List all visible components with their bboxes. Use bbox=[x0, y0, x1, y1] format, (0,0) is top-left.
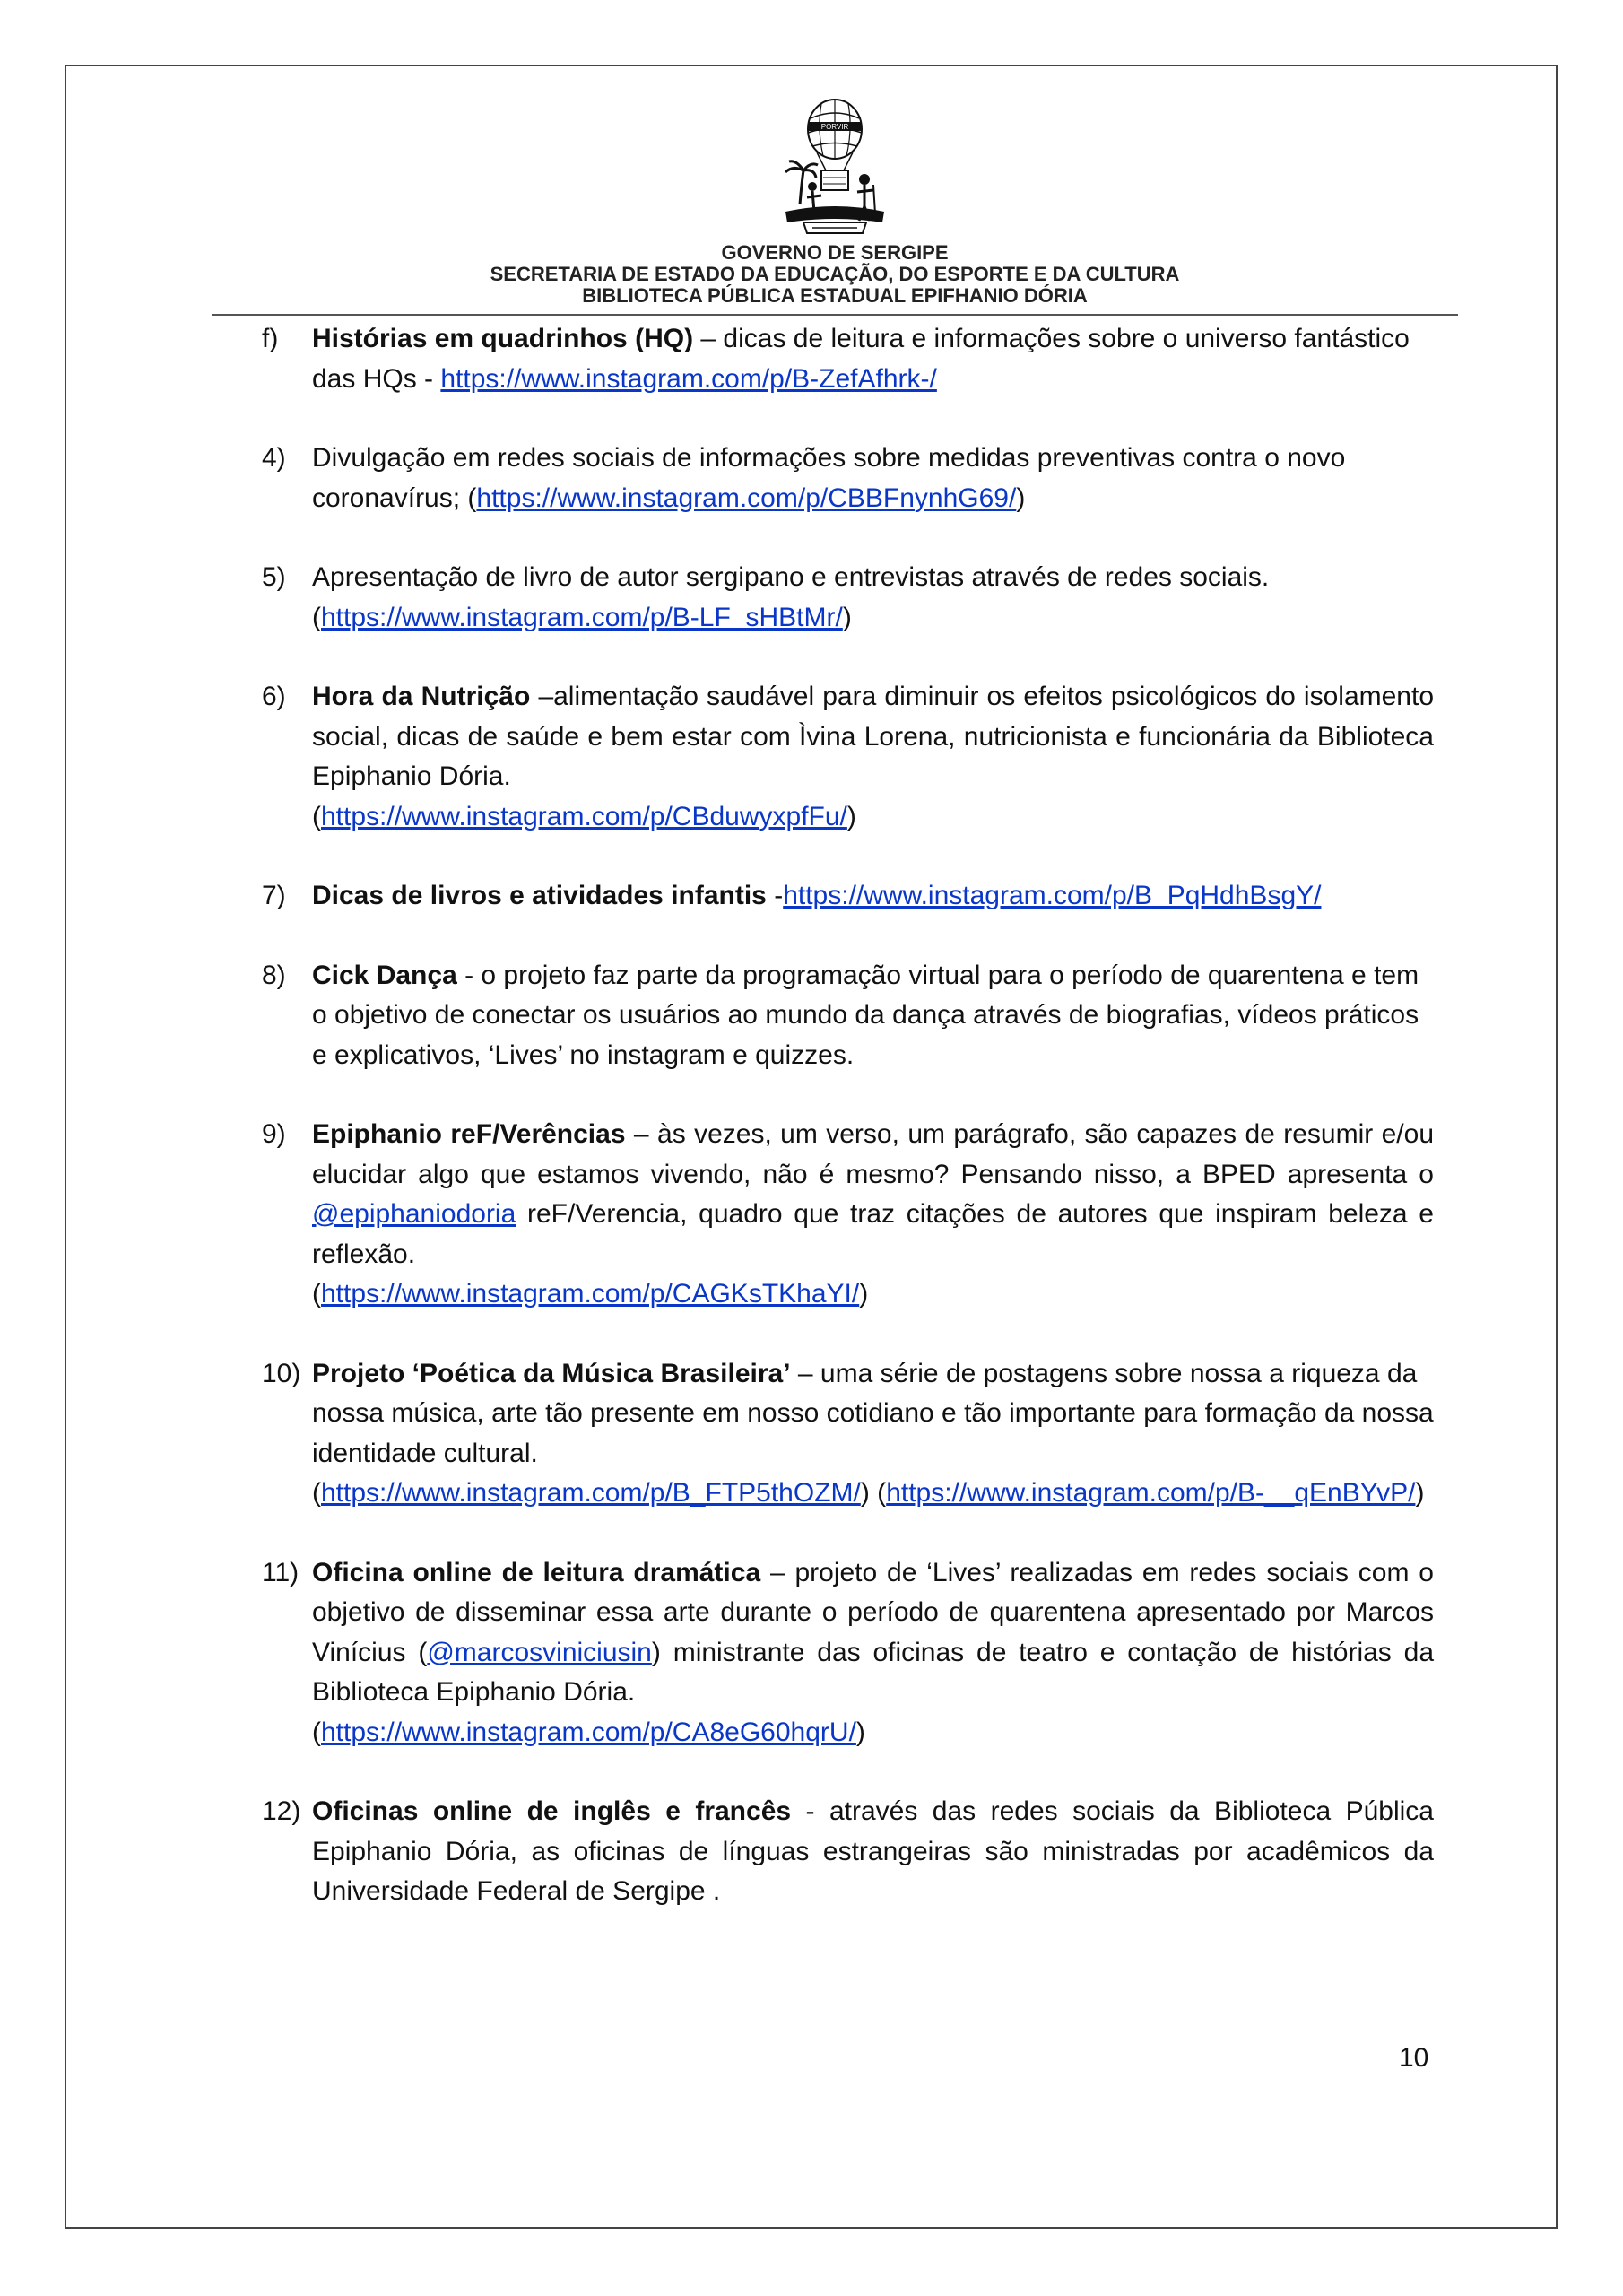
list-item bbox=[262, 956, 1434, 1076]
item-title: Projeto ‘Poética da Música Brasileira’ bbox=[312, 1358, 791, 1388]
item-text: – uma série de postagens sobre nossa a riqueza da nossa música, arte tão presente em nosso cotidiano e tão importante para formação da nossa identidade cultural. bbox=[312, 1358, 1434, 1468]
instagram-link[interactable]: https://www.instagram.com/p/B-LF_sHBtMr/ bbox=[321, 602, 843, 632]
item-prefix: ( bbox=[312, 602, 321, 632]
list-item bbox=[262, 1115, 1434, 1315]
list-item bbox=[262, 677, 1434, 837]
instagram-link[interactable]: https://www.instagram.com/p/CA8eG60hqrU/ bbox=[321, 1717, 856, 1747]
item-text: - bbox=[766, 881, 784, 910]
item-text: - o projeto faz parte da programação virtual para o período de quarentena e tem o objetivo de conectar os usuários ao mundo da dança através de biografias, vídeos práticos e explicativos, ‘Lives’ no instagram e quizzes. bbox=[312, 960, 1419, 1070]
sergipe-coat-of-arms-icon bbox=[777, 97, 893, 239]
instagram-link[interactable]: https://www.instagram.com/p/CBduwyxpfFu/ bbox=[321, 801, 847, 831]
header-library: BIBLIOTECA PÚBLICA ESTADUAL EPIFHANIO DÓRIA bbox=[582, 284, 1088, 307]
header-divider bbox=[212, 314, 1458, 316]
item-number: 5) bbox=[262, 562, 286, 592]
item-text: Divulgação em redes sociais de informações sobre medidas preventivas contra o novo coronavírus; ( bbox=[312, 443, 1346, 513]
item-number: 10) bbox=[262, 1358, 301, 1388]
list-item bbox=[262, 1553, 1434, 1753]
item-prefix: ( bbox=[312, 801, 321, 831]
item-separator: ) ( bbox=[860, 1478, 887, 1508]
page-number: 10 bbox=[1399, 2043, 1429, 2073]
item-text: – dicas de leitura e informações sobre o universo fantástico das HQs - bbox=[312, 324, 1410, 394]
mention-link[interactable]: @epiphaniodoria bbox=[312, 1199, 516, 1229]
item-text-continued: ) ministrante das oficinas de teatro e contação de histórias da Biblioteca Epiphanio Dória. bbox=[312, 1637, 1435, 1707]
item-prefix: ( bbox=[312, 1279, 321, 1309]
item-number: 12) bbox=[262, 1796, 301, 1826]
svg-text:PORVIR: PORVIR bbox=[820, 123, 849, 131]
list-item bbox=[262, 439, 1434, 518]
instagram-link[interactable]: https://www.instagram.com/p/B-ZefAfhrk-/ bbox=[440, 363, 937, 394]
item-text: – às vezes, um verso, um parágrafo, são capazes de resumir e/ou elucidar algo que estamos vivendo, não é mesmo? Pensando nisso, a BPED apresenta o bbox=[312, 1119, 1435, 1189]
item-suffix: ) bbox=[855, 1717, 865, 1747]
instagram-link-2[interactable]: https://www.instagram.com/p/B-__qEnBYvP/ bbox=[886, 1478, 1416, 1508]
item-suffix: ) bbox=[1415, 1478, 1425, 1508]
item-number: 11) bbox=[262, 1557, 299, 1587]
header-government: GOVERNO DE SERGIPE bbox=[721, 241, 949, 264]
item-text: –alimentação saudável para diminuir os efeitos psicológicos do isolamento social, dicas de saúde e bem estar com Ìvina Lorena, nutricionista e funcionária da Biblioteca Epiphanio Dória. bbox=[312, 682, 1435, 791]
instagram-link[interactable]: https://www.instagram.com/p/B_PqHdhBsgY/ bbox=[783, 881, 1322, 910]
list-item bbox=[262, 876, 1434, 917]
item-text: - através das redes sociais da Biblioteca Pública Epiphanio Dória, as oficinas de línguas estrangeiras são ministradas por acadêmicos da Universidade Federal de Sergipe . bbox=[312, 1796, 1434, 1906]
item-suffix: ) bbox=[859, 1279, 869, 1309]
instagram-link[interactable]: https://www.instagram.com/p/CAGKsTKhaYI/ bbox=[321, 1279, 860, 1309]
item-number: 9) bbox=[262, 1119, 286, 1149]
item-suffix: ) bbox=[846, 801, 856, 831]
item-number: 8) bbox=[262, 960, 286, 990]
item-suffix: ) bbox=[1016, 483, 1026, 513]
item-title: Epiphanio reF/Verências bbox=[312, 1119, 626, 1149]
item-prefix: ( bbox=[312, 1717, 321, 1747]
list-item bbox=[262, 1792, 1434, 1912]
item-prefix: ( bbox=[312, 1478, 321, 1508]
item-text-continued: reF/Verencia, quadro que traz citações de autores que inspiram beleza e reflexão. bbox=[312, 1199, 1434, 1269]
mention-link[interactable]: @marcosviniciusin bbox=[427, 1637, 652, 1667]
item-title: Histórias em quadrinhos (HQ) bbox=[312, 324, 694, 353]
list-item bbox=[262, 1354, 1434, 1514]
list-item bbox=[262, 319, 1434, 399]
item-number: f) bbox=[262, 324, 279, 353]
item-title: Hora da Nutrição bbox=[312, 682, 531, 711]
document-header bbox=[212, 97, 1458, 307]
document-body bbox=[262, 319, 1434, 1952]
item-title: Cick Dança bbox=[312, 960, 457, 990]
instagram-link[interactable]: https://www.instagram.com/p/CBBFnynhG69/ bbox=[476, 483, 1017, 513]
header-secretariat: SECRETARIA DE ESTADO DA EDUCAÇÃO, DO ESPORTE E DA CULTURA bbox=[490, 263, 1180, 285]
instagram-link[interactable]: https://www.instagram.com/p/B_FTP5thOZM/ bbox=[321, 1478, 861, 1508]
item-title: Oficinas online de inglês e francês bbox=[312, 1796, 792, 1826]
item-text: – projeto de ‘Lives’ realizadas em redes sociais com o objetivo de disseminar essa arte durante o período de quarentena apresentado por Marcos Vinícius ( bbox=[312, 1557, 1434, 1667]
item-number: 6) bbox=[262, 682, 286, 711]
item-text: Apresentação de livro de autor sergipano e entrevistas através de redes sociais. bbox=[312, 562, 1270, 592]
item-title: Oficina online de leitura dramática bbox=[312, 1557, 761, 1587]
item-title: Dicas de livros e atividades infantis bbox=[312, 881, 767, 910]
item-number: 7) bbox=[262, 881, 286, 910]
item-number: 4) bbox=[262, 443, 286, 473]
list-item bbox=[262, 558, 1434, 638]
item-suffix: ) bbox=[842, 602, 852, 632]
